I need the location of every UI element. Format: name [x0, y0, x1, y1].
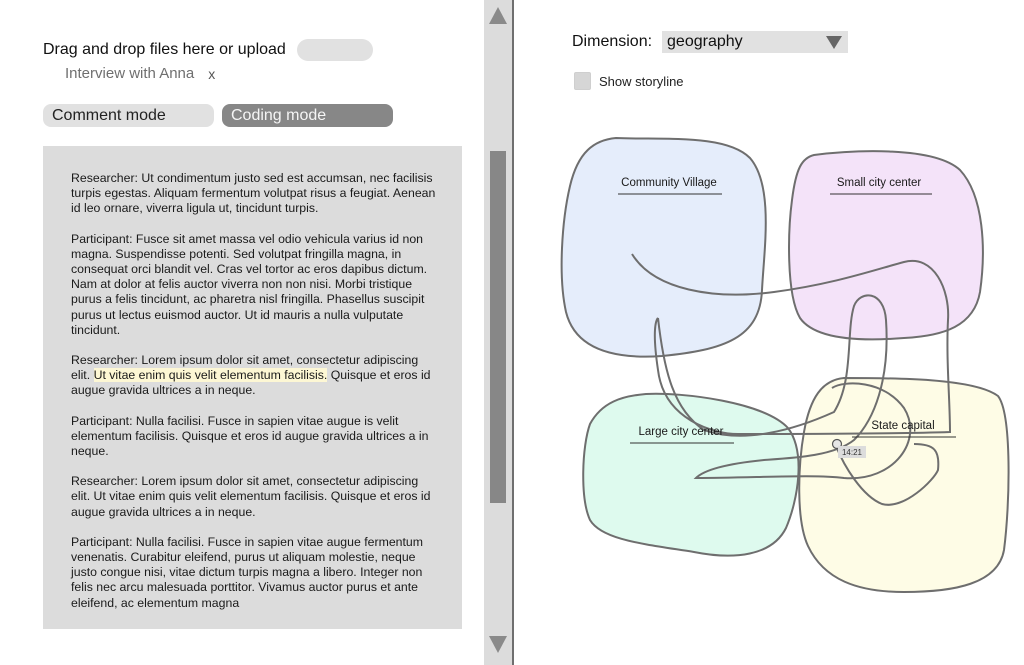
paragraph-text[interactable]: Researcher: Ut condimentum justo sed est accumsan, nec facilisis turpis egestas. Aliquam fermentum volutpat risus a feugiat. Aenean id leo ornare, viverra ligula ut, tincidunt turpis. — [71, 171, 436, 216]
transcript-scrollbar[interactable] — [484, 0, 512, 665]
transcript-paragraph[interactable] — [71, 353, 438, 399]
upload-prompt: Drag and drop files here or upload — [43, 41, 286, 58]
region-label-small-city-center[interactable]: Small city center — [836, 177, 922, 189]
region-label-state-capital[interactable]: State capital — [871, 420, 935, 432]
region-label-large-city-center[interactable]: Large city center — [638, 426, 724, 438]
upload-button[interactable] — [297, 39, 373, 61]
paragraph-text[interactable]: Researcher: Lorem ipsum dolor sit amet, consectetur adipiscing elit. Ut vitae enim quis velit elementum facilisis. Quisque et eros id augue gravida ultrices a in neque. — [71, 474, 431, 519]
transcript-paragraph[interactable] — [71, 171, 438, 217]
transcript-paragraph[interactable] — [71, 414, 438, 460]
paragraph-text[interactable]: Quisque et eros id augue gravida ultrices a in neque. — [71, 368, 431, 398]
uploaded-file — [65, 65, 215, 82]
upload-row — [43, 39, 373, 61]
dimension-label: Dimension: — [572, 33, 653, 50]
mode-toggle — [43, 104, 393, 127]
region-label-community-village[interactable]: Community Village — [621, 177, 717, 189]
scroll-down-icon[interactable] — [489, 636, 507, 653]
transcript-paragraph[interactable] — [71, 232, 438, 338]
paragraph-text[interactable]: Participant: Nulla facilisi. Fusce in sapien vitae augue fermentum venenatis. Curabitur eleifend, purus ut aliquam molestie, neque justo congue nisi, vitae dictum turpis magna a libero. Integer non felis nec arcu malesuada porttitor. Vivamus auctor purus et ante eleifend, ac elementum magna — [71, 534, 423, 610]
highlighted-segment[interactable]: Ut vitae enim quis velit elementum facilisis. — [93, 368, 328, 383]
left-panel — [0, 0, 484, 665]
transcript-paragraph[interactable] — [71, 474, 438, 520]
file-name[interactable]: Interview with Anna — [65, 65, 195, 82]
storyline-label[interactable]: Show storyline — [599, 73, 684, 89]
right-panel — [514, 0, 1024, 665]
timestamp-label: 14:21 — [841, 448, 863, 457]
paragraph-text[interactable]: Researcher: Lorem ipsum dolor sit amet, consectetur adipiscing elit. — [71, 353, 419, 383]
coding-mode-button[interactable]: Coding mode — [222, 104, 393, 127]
region-state-capital[interactable] — [799, 378, 1008, 592]
geography-map[interactable] — [514, 0, 1024, 665]
region-community-village[interactable] — [562, 138, 766, 357]
scroll-up-icon[interactable] — [489, 7, 507, 24]
transcript-paragraph[interactable] — [71, 535, 438, 611]
dimension-value[interactable]: geography — [667, 33, 743, 50]
remove-file-button[interactable]: x — [208, 65, 216, 82]
transcript-panel[interactable] — [43, 146, 462, 629]
scroll-thumb[interactable] — [490, 151, 506, 503]
paragraph-text[interactable]: Participant: Nulla facilisi. Fusce in sapien vitae augue is velit elementum facilisis. Quisque et eros id augue gravida ultrices a in neque. — [71, 413, 429, 459]
paragraph-text[interactable]: Participant: Fusce sit amet massa vel odio vehicula varius id non magna. Suspendisse potenti. Sed volutpat fringilla magna, in consequat orci blandit vel. Cras vel tortor ac eros dapibus dictum. Nam at dolor at felis auctor viverra non non nisi. Morbi tristique purus a felis tincidunt, ac pharetra nisl fringilla. Phasellus suscipit purus ut lectus euismod auctor. Ut id mauris a nulla vulputate tincidunt. — [71, 231, 428, 337]
comment-mode-button[interactable]: Comment mode — [43, 104, 214, 127]
